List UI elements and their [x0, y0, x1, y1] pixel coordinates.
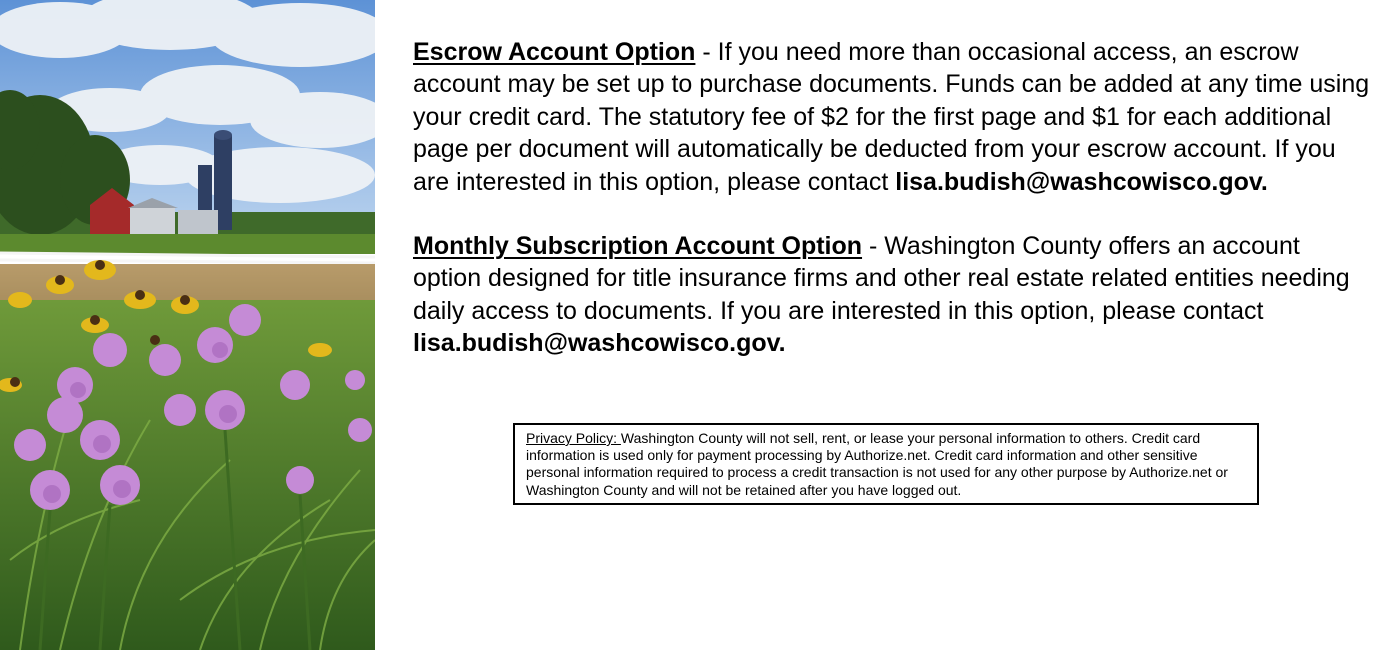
escrow-description: - If you need more than occasional access, an escrow account may be set up to purchase documents. Funds can be added at any time using your credit card. The statutory fee of $2 for the first page and $1 for each additional page per document will automatically be deducted from your escrow account. If you are interested in this option, please contact [413, 38, 1370, 196]
subscription-heading: Monthly Subscription Account Option [413, 232, 863, 261]
farm-landscape-image [0, 0, 375, 650]
escrow-contact-email: lisa.budish@washcowisco.gov. [895, 167, 1268, 196]
subscription-description: - Washington County offers an account option designed for title insurance firms and other real estate related entities needing daily access to documents. If you are interested in this option, please contact [413, 232, 1350, 325]
privacy-policy-box [513, 423, 1259, 505]
subscription-contact-email: lisa.budish@washcowisco.gov. [413, 329, 786, 358]
account-options-content [413, 36, 1373, 360]
escrow-heading: Escrow Account Option [413, 38, 696, 66]
privacy-policy-label: Privacy Policy: [526, 430, 621, 446]
farm-landscape-photo [0, 0, 375, 650]
subscription-paragraph [413, 230, 1373, 360]
privacy-policy-text: Washington County will not sell, rent, or lease your personal information to others. Credit card information is used only for payment processing by Authorize.net. Credit card information and other sensitive personal information required to process a credit transaction is not used for any other purpose by Authorize.net or Washington County and will not be retained after you have logged out. [526, 430, 1228, 498]
escrow-paragraph [413, 36, 1373, 198]
